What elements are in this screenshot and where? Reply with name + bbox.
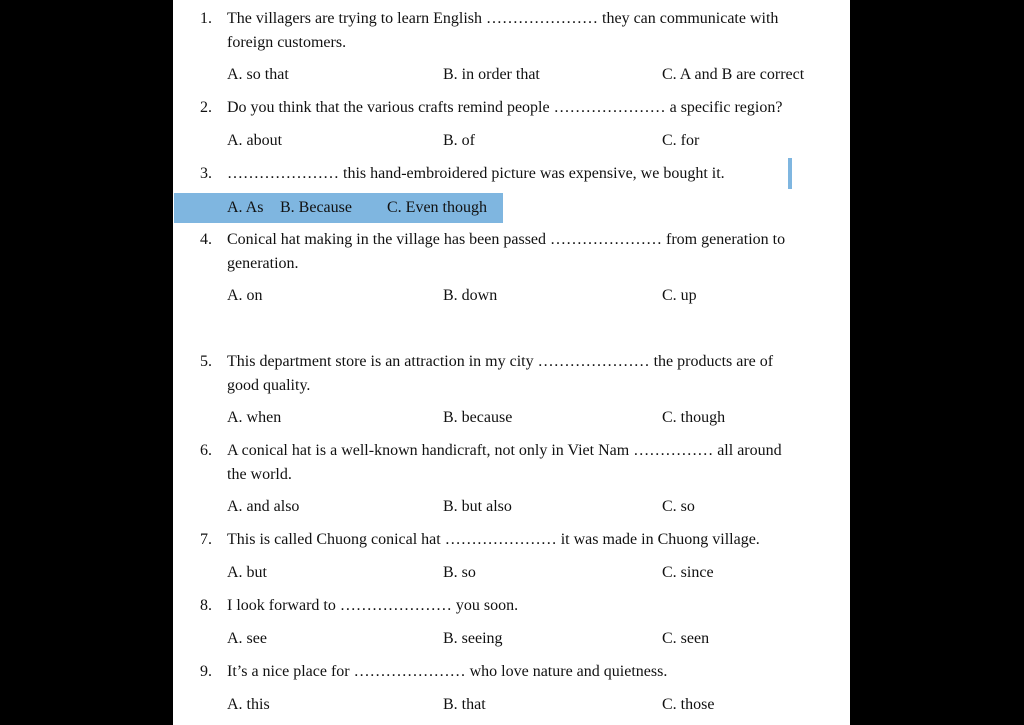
question-text-cont: the world. xyxy=(227,466,292,483)
question-text-cont: generation. xyxy=(227,255,299,272)
option-b[interactable]: B. but also xyxy=(443,498,512,515)
question-number: 1. xyxy=(200,10,212,27)
option-c[interactable]: C. seen xyxy=(662,630,710,647)
question-text: The villagers are trying to learn English ………………… they can communicate with xyxy=(227,10,779,27)
question-text: This department store is an attraction in my city ………………… the products are of xyxy=(227,353,774,370)
question-text: This is called Chuong conical hat ………………… it was made in Chuong village. xyxy=(227,531,760,548)
option-b[interactable]: B. down xyxy=(443,287,498,304)
option-b[interactable]: B. because xyxy=(443,409,513,426)
option-c[interactable]: C. so xyxy=(662,498,695,515)
worksheet-page xyxy=(173,0,850,725)
question-text: I look forward to ………………… you soon. xyxy=(227,597,519,614)
question-number: 9. xyxy=(200,663,212,680)
question-number: 3. xyxy=(200,165,212,182)
question-text: Do you think that the various crafts remind people ………………… a specific region? xyxy=(227,99,783,116)
option-a[interactable]: A. on xyxy=(227,287,263,304)
option-c[interactable]: C. those xyxy=(662,696,715,713)
option-c[interactable]: C. up xyxy=(662,287,697,304)
question-text: Conical hat making in the village has been passed ………………… from generation to xyxy=(227,231,786,248)
option-b[interactable]: B. so xyxy=(443,564,476,581)
option-a[interactable]: A. so that xyxy=(227,66,289,83)
option-a[interactable]: A. about xyxy=(227,132,283,149)
option-b[interactable]: B. Because xyxy=(280,199,352,216)
text-cursor xyxy=(788,158,792,189)
question-number: 2. xyxy=(200,99,212,116)
option-b[interactable]: B. seeing xyxy=(443,630,503,647)
option-b[interactable]: B. that xyxy=(443,696,486,713)
option-a[interactable]: A. when xyxy=(227,409,282,426)
option-c[interactable]: C. since xyxy=(662,564,714,581)
question-text-cont: foreign customers. xyxy=(227,34,347,51)
option-a[interactable]: A. see xyxy=(227,630,267,647)
option-c[interactable]: C. though xyxy=(662,409,726,426)
question-text-cont: good quality. xyxy=(227,377,311,394)
option-a[interactable]: A. As xyxy=(227,199,264,216)
option-c[interactable]: C. for xyxy=(662,132,700,149)
question-text: A conical hat is a well-known handicraft, not only in Viet Nam …………… all around xyxy=(227,442,782,459)
question-number: 7. xyxy=(200,531,212,548)
question-text: ………………… this hand-embroidered picture was expensive, we bought it. xyxy=(227,165,725,182)
option-a[interactable]: A. and also xyxy=(227,498,300,515)
option-c[interactable]: C. Even though xyxy=(387,199,487,216)
question-number: 5. xyxy=(200,353,212,370)
question-number: 6. xyxy=(200,442,212,459)
option-b[interactable]: B. of xyxy=(443,132,475,149)
question-number: 4. xyxy=(200,231,212,248)
option-c[interactable]: C. A and B are correct xyxy=(662,66,805,83)
option-a[interactable]: A. but xyxy=(227,564,267,581)
question-text: It’s a nice place for ………………… who love nature and quietness. xyxy=(227,663,668,680)
question-number: 8. xyxy=(200,597,212,614)
option-b[interactable]: B. in order that xyxy=(443,66,540,83)
option-a[interactable]: A. this xyxy=(227,696,270,713)
